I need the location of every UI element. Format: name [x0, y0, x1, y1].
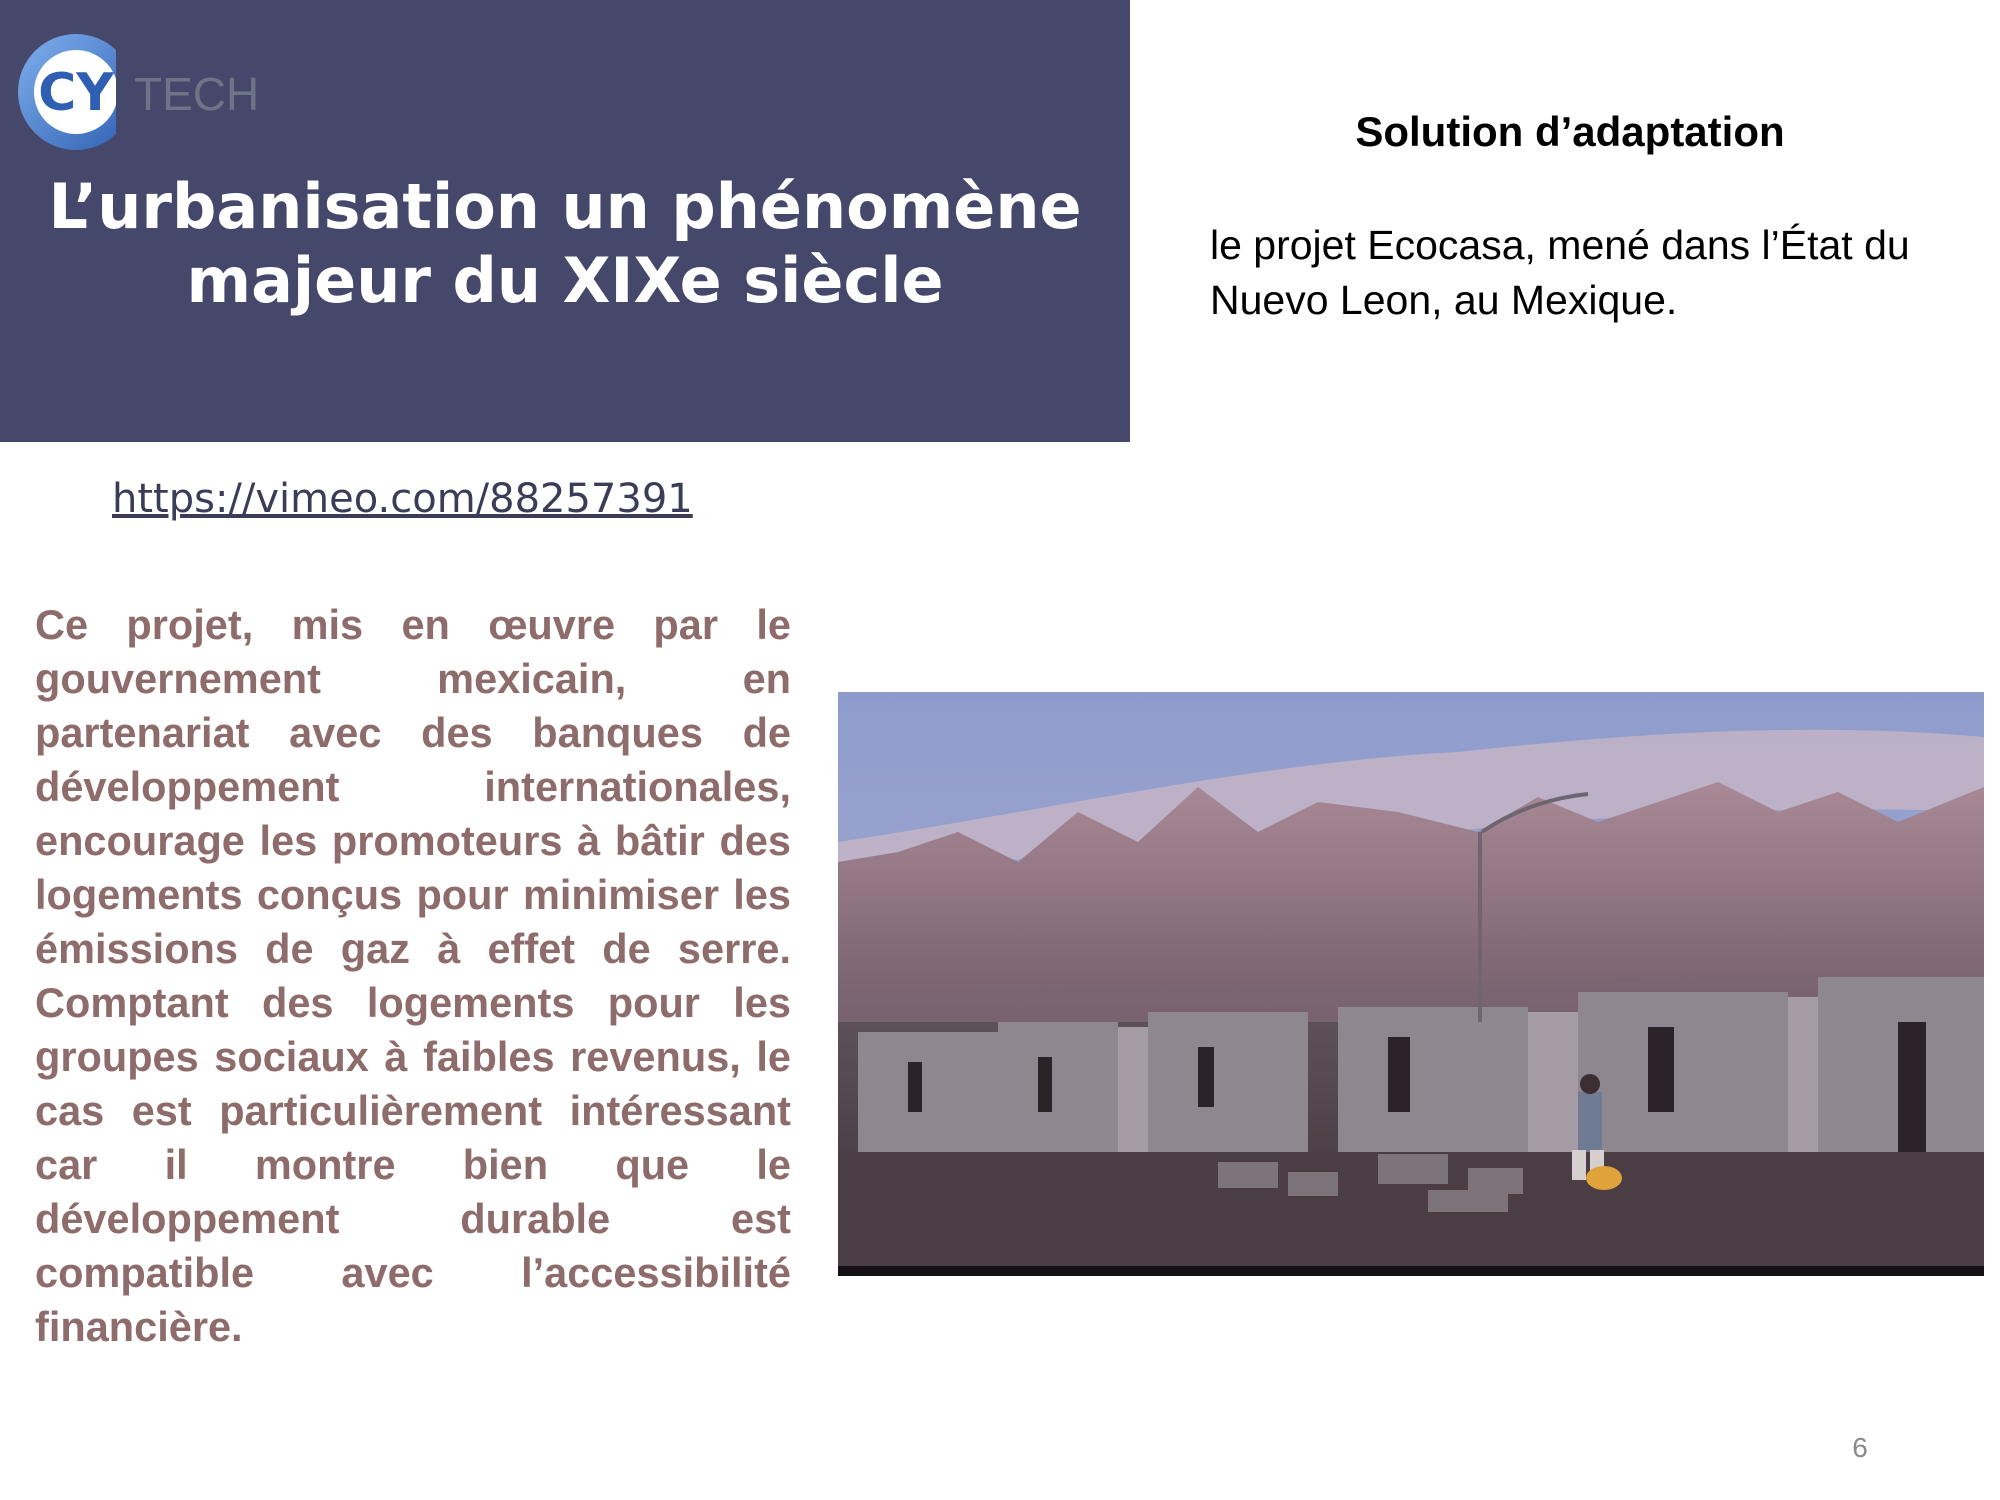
solution-heading: Solution d’adaptation	[1355, 108, 1785, 155]
solution-text: le projet Ecocasa, mené dans l’État du Nuevo Leon, au Mexique.	[1210, 222, 1910, 323]
cy-tech-logo	[16, 28, 276, 158]
title-line-2: majeur du XIXe siècle	[186, 244, 944, 317]
title-line-1: L’urbanisation un phénomène	[48, 170, 1082, 243]
page-number: 6	[1852, 1432, 1868, 1463]
title-banner	[0, 0, 1130, 442]
project-description: Ce projet, mis en œuvre par le gouvernement mexicain, en partenariat avec des banques de développement internationales, encourage les promoteurs à bâtir des logements conçus pour minimiser les émissions de gaz à effet de serre. Comptant des logements pour les groupes sociaux à faibles revenus, le cas est particulièrement intéressant car il montre bien que le développement durable est compatible avec l’accessibilité financière.	[35, 601, 791, 1350]
logo-mark: CY	[38, 63, 114, 123]
page-title	[0, 170, 1130, 318]
logo-wordmark: TECH	[134, 68, 260, 120]
vimeo-link[interactable]: https://vimeo.com/88257391	[112, 476, 693, 522]
ecocasa-photo	[838, 692, 1984, 1276]
